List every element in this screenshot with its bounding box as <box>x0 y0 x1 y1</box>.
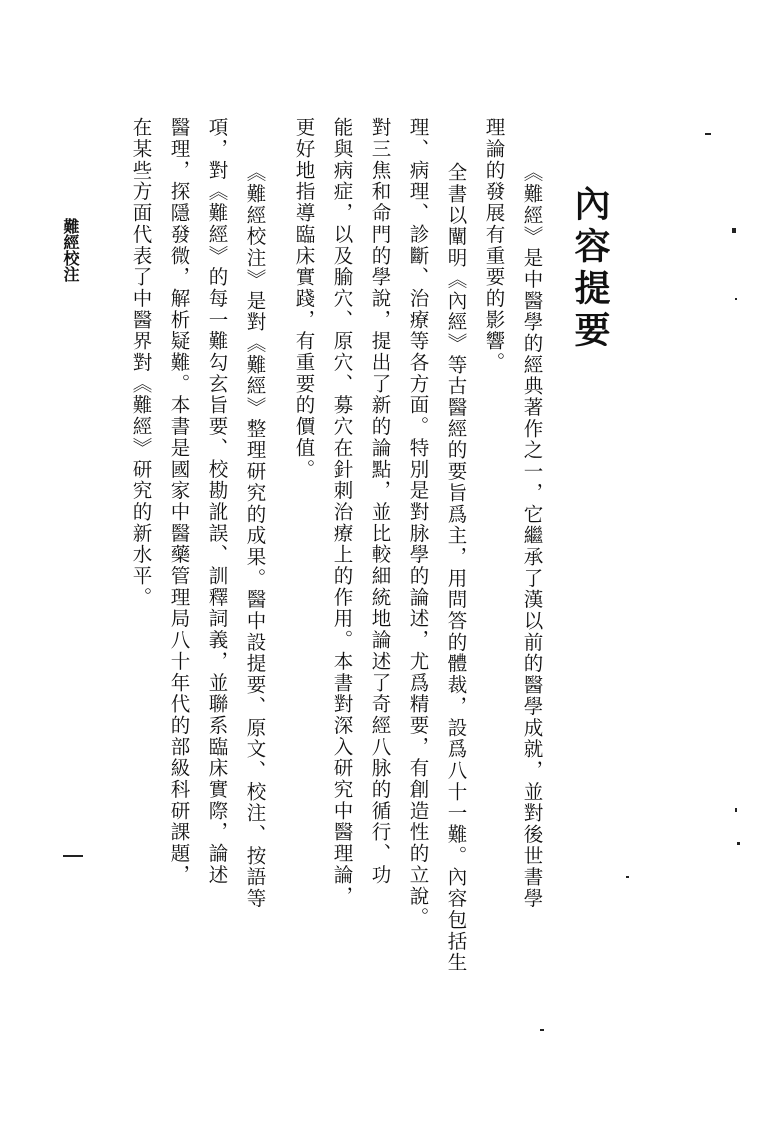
scan-speck <box>735 808 737 812</box>
text-line: 在某些方面代表了中醫界對《難經》研究的新水平。 <box>129 117 153 609</box>
scan-speck <box>737 842 740 845</box>
text-line: 對三焦和命門的學說，提出了新的論點，並比較細統地論述了奇經八脉的循行、功 <box>368 117 392 886</box>
text-line: 醫理，探隱發微，解析疑難。本書是國家中醫藥管理局八十年代的部級科研課題， <box>167 117 191 886</box>
scan-speck <box>735 298 737 300</box>
text-line: 理論的發展有重要的影響。 <box>482 117 506 374</box>
text-line: 更好地指導臨床實踐，有重要的價值。 <box>292 117 316 480</box>
text-line: 能與病症，以及腧穴、原穴、募穴在針刺治療上的作用。本書對深入研究中醫理論， <box>330 117 354 907</box>
text-line: 全書以闡明《內經》等古醫經的要旨爲主，用問答的體裁，設爲八十一難。內容包括生 <box>444 162 468 974</box>
scan-speck <box>705 133 711 135</box>
scan-speck <box>540 1029 544 1031</box>
page-title: 內容提要 <box>569 185 611 353</box>
scan-speck <box>732 228 736 233</box>
scan-speck <box>63 855 83 857</box>
text-line: 項，對《難經》的每一難勾玄旨要、校勘訛誤、訓釋詞義，並聯系臨床實際，論述 <box>205 117 229 886</box>
text-line: 《難經》是中醫學的經典著作之一，它繼承了漢以前的醫學成就，並對後世書學 <box>520 162 544 910</box>
text-line: 理、病理、診斷、治療等各方面。特別是對脉學的論述，尤爲精要，有創造性的立說。 <box>406 117 430 929</box>
scan-speck <box>626 876 629 878</box>
running-head: 難經校注 <box>61 218 80 282</box>
text-line: 《難經校注》是對《難經》整理研究的成果。醫中設提要、原文、校注、按語等 <box>243 162 267 910</box>
